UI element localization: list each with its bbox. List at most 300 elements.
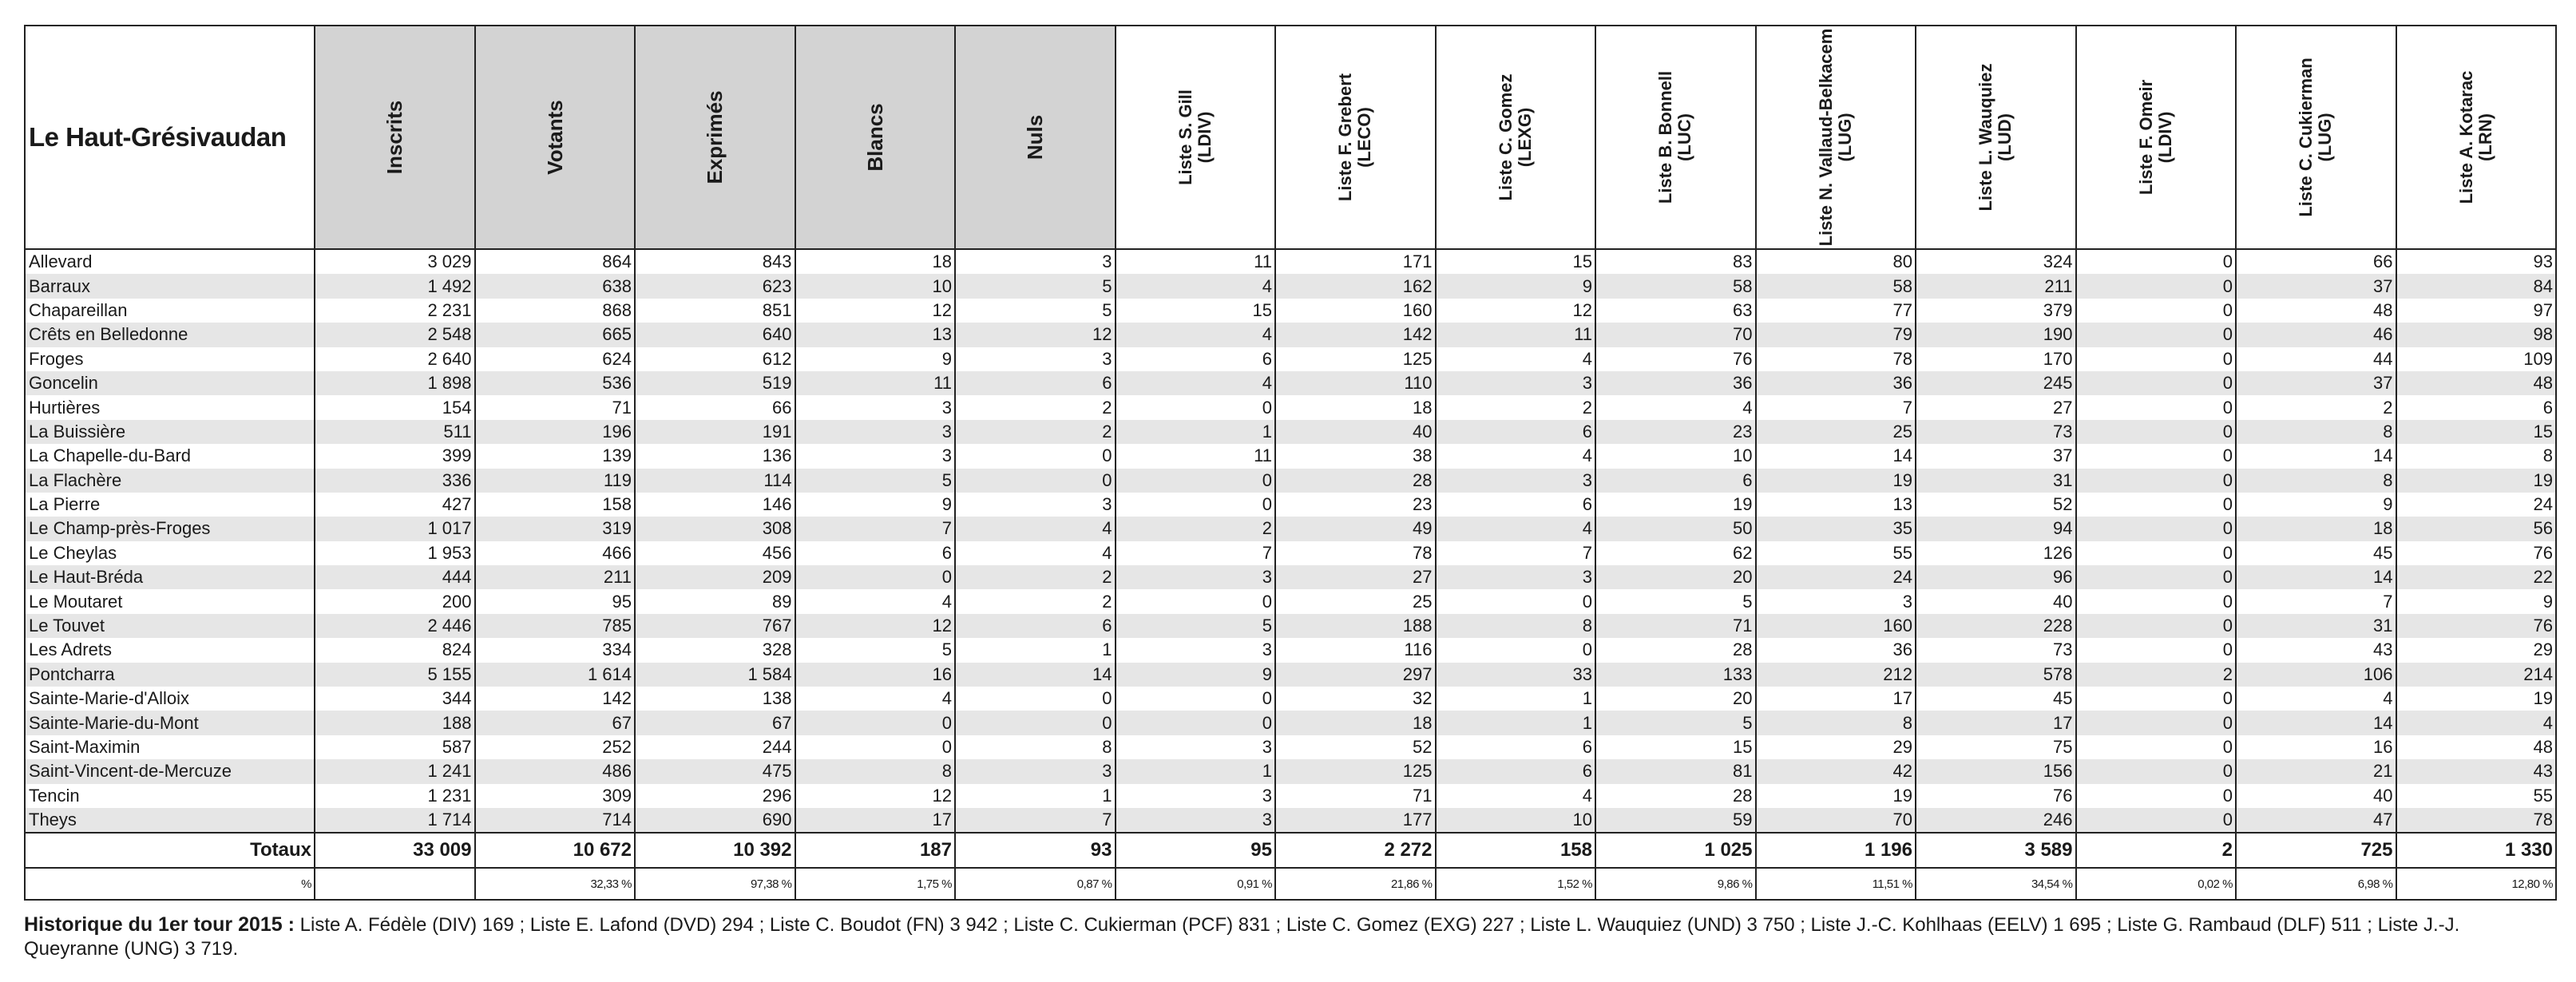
table-cell: 18 [795, 249, 956, 274]
table-cell: 0 [2076, 711, 2237, 735]
table-cell: 519 [635, 371, 795, 395]
table-cell: 0 [1116, 687, 1276, 711]
table-cell: 162 [1275, 274, 1436, 298]
column-header [795, 26, 956, 249]
table-body [25, 249, 2556, 900]
table-cell: 5 [1116, 614, 1276, 638]
table-cell: 55 [1756, 541, 1916, 565]
table-cell: 27 [1916, 395, 2076, 419]
table-cell: 96 [1916, 565, 2076, 589]
table-cell: 379 [1916, 299, 2076, 323]
table-cell: 55 [2396, 784, 2557, 808]
commune-name: Goncelin [25, 371, 315, 395]
table-cell: 8 [955, 735, 1116, 759]
table-cell: 66 [2236, 249, 2396, 274]
table-cell: 1 714 [315, 808, 475, 833]
table-cell: 42 [1756, 759, 1916, 783]
column-header-label: Liste F. Grebert [1335, 73, 1356, 202]
table-cell: 17 [1916, 711, 2076, 735]
table-cell: 63 [1595, 299, 1756, 323]
table-cell: 0 [1116, 493, 1276, 517]
table-cell: 3 [1116, 638, 1276, 662]
table-cell: 638 [475, 274, 636, 298]
table-cell: 9 [2236, 493, 2396, 517]
table-row [25, 663, 2556, 687]
table-cell: 10 [1595, 444, 1756, 468]
table-cell: 2 [955, 589, 1116, 613]
table-cell: 114 [635, 469, 795, 493]
table-cell: 785 [475, 614, 636, 638]
table-row [25, 517, 2556, 540]
column-header-label: Liste C. Cukierman [2296, 57, 2316, 217]
table-cell: 43 [2396, 759, 2557, 783]
table-cell: 7 [1756, 395, 1916, 419]
commune-name: Hurtières [25, 395, 315, 419]
table-cell: 11 [795, 371, 956, 395]
commune-name: Le Touvet [25, 614, 315, 638]
table-cell: 14 [2236, 711, 2396, 735]
table-cell: 252 [475, 735, 636, 759]
table-cell: 9 [1436, 274, 1596, 298]
table-cell: 109 [2396, 347, 2557, 371]
percent-label: % [25, 868, 315, 900]
table-cell: 156 [1916, 759, 2076, 783]
table-cell: 106 [2236, 663, 2396, 687]
table-cell: 125 [1275, 759, 1436, 783]
table-cell: 0 [2076, 493, 2237, 517]
table-cell: 188 [315, 711, 475, 735]
table-cell: 50 [1595, 517, 1756, 540]
table-cell: 56 [2396, 517, 2557, 540]
table-cell: 3 [955, 493, 1116, 517]
percent-cell: 0,91 % [1116, 868, 1276, 900]
table-cell: 8 [1436, 614, 1596, 638]
table-cell: 16 [795, 663, 956, 687]
table-cell: 0 [2076, 614, 2237, 638]
table-cell: 23 [1595, 420, 1756, 444]
table-cell: 13 [795, 323, 956, 346]
table-cell: 6 [955, 371, 1116, 395]
table-cell: 154 [315, 395, 475, 419]
commune-name: Tencin [25, 784, 315, 808]
table-cell: 146 [635, 493, 795, 517]
table-cell: 7 [2236, 589, 2396, 613]
table-row [25, 808, 2556, 833]
totals-cell: 10 672 [475, 833, 636, 868]
table-cell: 6 [2396, 395, 2557, 419]
table-cell: 0 [2076, 784, 2237, 808]
table-cell: 6 [795, 541, 956, 565]
table-cell: 4 [1436, 784, 1596, 808]
percent-cell: 32,33 % [475, 868, 636, 900]
table-cell: 12 [795, 784, 956, 808]
table-cell: 212 [1756, 663, 1916, 687]
table-cell: 20 [1595, 687, 1756, 711]
table-cell: 6 [1436, 759, 1596, 783]
table-cell: 190 [1916, 323, 2076, 346]
table-cell: 18 [1275, 711, 1436, 735]
table-cell: 8 [2396, 444, 2557, 468]
percent-cell: 34,54 % [1916, 868, 2076, 900]
table-cell: 59 [1595, 808, 1756, 833]
table-cell: 0 [2076, 735, 2237, 759]
table-row [25, 299, 2556, 323]
table-cell: 95 [475, 589, 636, 613]
table-cell: 2 [2076, 663, 2237, 687]
table-cell: 29 [1756, 735, 1916, 759]
table-cell: 71 [475, 395, 636, 419]
table-cell: 2 [955, 395, 1116, 419]
column-header-party: (LRN) [2475, 113, 2495, 161]
table-cell: 71 [1275, 784, 1436, 808]
table-cell: 46 [2236, 323, 2396, 346]
table-cell: 0 [2076, 444, 2237, 468]
column-header-label: Liste C. Gomez [1495, 73, 1516, 201]
table-cell: 824 [315, 638, 475, 662]
table-cell: 78 [1275, 541, 1436, 565]
table-cell: 73 [1916, 420, 2076, 444]
table-row [25, 371, 2556, 395]
history-label: Historique du 1er tour 2015 : [24, 913, 295, 936]
percent-cell: 97,38 % [635, 868, 795, 900]
table-cell: 200 [315, 589, 475, 613]
table-cell: 48 [2396, 735, 2557, 759]
table-cell: 12 [1436, 299, 1596, 323]
table-cell: 4 [2236, 687, 2396, 711]
table-row [25, 347, 2556, 371]
table-cell: 98 [2396, 323, 2557, 346]
commune-name: La Chapelle-du-Bard [25, 444, 315, 468]
table-cell: 3 [1116, 808, 1276, 833]
totals-cell: 1 330 [2396, 833, 2557, 868]
table-cell: 3 [1436, 565, 1596, 589]
table-cell: 76 [1916, 784, 2076, 808]
commune-name: Le Moutaret [25, 589, 315, 613]
table-cell: 119 [475, 469, 636, 493]
table-cell: 52 [1916, 493, 2076, 517]
column-header-label: Inscrits [382, 100, 407, 175]
table-cell: 466 [475, 541, 636, 565]
table-cell: 4 [1436, 517, 1596, 540]
table-cell: 624 [475, 347, 636, 371]
table-cell: 81 [1595, 759, 1756, 783]
table-cell: 0 [2076, 347, 2237, 371]
table-row [25, 274, 2556, 298]
table-row [25, 735, 2556, 759]
commune-name: Chapareillan [25, 299, 315, 323]
table-cell: 12 [795, 614, 956, 638]
table-cell: 1 231 [315, 784, 475, 808]
column-header-party: (LUG) [2315, 113, 2336, 162]
commune-name: Sainte-Marie-du-Mont [25, 711, 315, 735]
table-cell: 0 [2076, 469, 2237, 493]
table-cell: 66 [635, 395, 795, 419]
table-cell: 67 [635, 711, 795, 735]
table-cell: 864 [475, 249, 636, 274]
table-cell: 70 [1756, 808, 1916, 833]
percent-cell: 9,86 % [1595, 868, 1756, 900]
table-cell: 9 [1116, 663, 1276, 687]
results-table [24, 25, 2557, 901]
table-row [25, 469, 2556, 493]
column-header [1756, 26, 1916, 249]
table-cell: 0 [955, 711, 1116, 735]
percent-cell: 12,80 % [2396, 868, 2557, 900]
table-row [25, 565, 2556, 589]
table-cell: 17 [1756, 687, 1916, 711]
table-cell: 47 [2236, 808, 2396, 833]
table-cell: 78 [1756, 347, 1916, 371]
table-cell: 444 [315, 565, 475, 589]
table-cell: 20 [1595, 565, 1756, 589]
column-header-party: (LDIV) [2154, 111, 2175, 164]
column-header-label: Votants [542, 100, 567, 175]
table-cell: 77 [1756, 299, 1916, 323]
table-row [25, 687, 2556, 711]
table-cell: 209 [635, 565, 795, 589]
table-cell: 0 [2076, 517, 2237, 540]
table-cell: 5 [955, 274, 1116, 298]
table-row [25, 759, 2556, 783]
table-cell: 623 [635, 274, 795, 298]
table-cell: 49 [1275, 517, 1436, 540]
table-row [25, 541, 2556, 565]
table-cell: 4 [1116, 274, 1276, 298]
table-cell: 31 [2236, 614, 2396, 638]
table-cell: 13 [1756, 493, 1916, 517]
table-cell: 44 [2236, 347, 2396, 371]
column-header-party: (LDIV) [1194, 111, 1215, 164]
commune-name: Theys [25, 808, 315, 833]
table-cell: 18 [1275, 395, 1436, 419]
table-cell: 3 [955, 249, 1116, 274]
table-cell: 28 [1595, 784, 1756, 808]
table-cell: 136 [635, 444, 795, 468]
table-cell: 211 [1916, 274, 2076, 298]
table-cell: 228 [1916, 614, 2076, 638]
table-cell: 0 [955, 687, 1116, 711]
table-cell: 10 [795, 274, 956, 298]
table-cell: 297 [1275, 663, 1436, 687]
table-cell: 19 [1756, 784, 1916, 808]
table-cell: 191 [635, 420, 795, 444]
table-cell: 97 [2396, 299, 2557, 323]
table-cell: 296 [635, 784, 795, 808]
totals-cell: 93 [955, 833, 1116, 868]
table-cell: 1 [955, 784, 1116, 808]
table-cell: 456 [635, 541, 795, 565]
table-cell: 21 [2236, 759, 2396, 783]
table-cell: 79 [1756, 323, 1916, 346]
totals-cell: 1 196 [1756, 833, 1916, 868]
table-cell: 71 [1595, 614, 1756, 638]
column-header-label: Blancs [862, 103, 887, 172]
table-cell: 3 [1116, 735, 1276, 759]
table-cell: 24 [2396, 493, 2557, 517]
table-cell: 1 614 [475, 663, 636, 687]
column-header [955, 26, 1116, 249]
table-cell: 6 [1436, 735, 1596, 759]
table-cell: 8 [2236, 420, 2396, 444]
table-cell: 0 [1436, 589, 1596, 613]
table-cell: 486 [475, 759, 636, 783]
table-cell: 2 231 [315, 299, 475, 323]
table-cell: 5 [795, 469, 956, 493]
totals-row [25, 833, 2556, 868]
totals-cell: 2 [2076, 833, 2237, 868]
column-header [635, 26, 795, 249]
table-cell: 126 [1916, 541, 2076, 565]
table-row [25, 638, 2556, 662]
table-cell: 3 [1116, 565, 1276, 589]
table-cell: 0 [2076, 638, 2237, 662]
commune-name: La Buissière [25, 420, 315, 444]
commune-name: Le Champ-près-Froges [25, 517, 315, 540]
column-header [475, 26, 636, 249]
totals-cell: 10 392 [635, 833, 795, 868]
table-cell: 0 [2076, 371, 2237, 395]
table-cell: 0 [1436, 638, 1596, 662]
table-cell: 22 [2396, 565, 2557, 589]
column-header-label: Liste B. Bonnell [1655, 70, 1676, 204]
table-cell: 76 [2396, 614, 2557, 638]
table-cell: 27 [1275, 565, 1436, 589]
table-cell: 9 [2396, 589, 2557, 613]
table-cell: 158 [475, 493, 636, 517]
column-header [1916, 26, 2076, 249]
table-cell: 35 [1756, 517, 1916, 540]
table-cell: 427 [315, 493, 475, 517]
table-cell: 1 953 [315, 541, 475, 565]
table-cell: 843 [635, 249, 795, 274]
table-cell: 0 [1116, 589, 1276, 613]
table-cell: 0 [2076, 299, 2237, 323]
table-cell: 587 [315, 735, 475, 759]
table-cell: 851 [635, 299, 795, 323]
table-cell: 75 [1916, 735, 2076, 759]
table-cell: 334 [475, 638, 636, 662]
table-cell: 84 [2396, 274, 2557, 298]
totals-cell: 33 009 [315, 833, 475, 868]
table-cell: 14 [955, 663, 1116, 687]
column-header [2236, 26, 2396, 249]
table-cell: 0 [955, 469, 1116, 493]
table-cell: 3 [955, 347, 1116, 371]
commune-name: Froges [25, 347, 315, 371]
table-cell: 89 [635, 589, 795, 613]
table-cell: 40 [1275, 420, 1436, 444]
percent-cell: 11,51 % [1756, 868, 1916, 900]
table-cell: 36 [1756, 638, 1916, 662]
table-row [25, 493, 2556, 517]
table-cell: 3 [955, 759, 1116, 783]
table-row [25, 444, 2556, 468]
table-cell: 139 [475, 444, 636, 468]
table-cell: 160 [1275, 299, 1436, 323]
table-cell: 1 [1436, 711, 1596, 735]
table-cell: 37 [1916, 444, 2076, 468]
table-cell: 0 [2076, 589, 2237, 613]
table-cell: 196 [475, 420, 636, 444]
table-cell: 170 [1916, 347, 2076, 371]
table-cell: 19 [2396, 469, 2557, 493]
table-cell: 31 [1916, 469, 2076, 493]
table-cell: 0 [2076, 249, 2237, 274]
table-cell: 1 [1116, 759, 1276, 783]
table-cell: 15 [2396, 420, 2557, 444]
commune-name: Les Adrets [25, 638, 315, 662]
table-cell: 1 [955, 638, 1116, 662]
table-cell: 244 [635, 735, 795, 759]
table-cell: 3 029 [315, 249, 475, 274]
table-cell: 2 [1436, 395, 1596, 419]
table-cell: 24 [1756, 565, 1916, 589]
table-cell: 0 [2076, 759, 2237, 783]
table-cell: 19 [2396, 687, 2557, 711]
table-cell: 4 [1116, 323, 1276, 346]
table-cell: 15 [1116, 299, 1276, 323]
table-cell: 83 [1595, 249, 1756, 274]
table-cell: 1 [1436, 687, 1596, 711]
table-cell: 0 [2076, 274, 2237, 298]
totals-label: Totaux [25, 833, 315, 868]
table-cell: 29 [2396, 638, 2557, 662]
table-cell: 2 [1116, 517, 1276, 540]
percent-row [25, 868, 2556, 900]
table-cell: 399 [315, 444, 475, 468]
table-cell: 15 [1436, 249, 1596, 274]
commune-name: Allevard [25, 249, 315, 274]
commune-name: La Pierre [25, 493, 315, 517]
table-cell: 12 [955, 323, 1116, 346]
table-cell: 0 [1116, 395, 1276, 419]
table-cell: 214 [2396, 663, 2557, 687]
table-cell: 45 [1916, 687, 2076, 711]
column-header [2396, 26, 2557, 249]
table-title: Le Haut-Grésivaudan [29, 122, 287, 152]
table-cell: 40 [1916, 589, 2076, 613]
commune-name: Le Haut-Bréda [25, 565, 315, 589]
results-table-container [24, 25, 2555, 901]
table-cell: 177 [1275, 808, 1436, 833]
table-cell: 640 [635, 323, 795, 346]
table-cell: 714 [475, 808, 636, 833]
table-cell: 308 [635, 517, 795, 540]
table-cell: 665 [475, 323, 636, 346]
table-cell: 67 [475, 711, 636, 735]
table-row [25, 589, 2556, 613]
table-cell: 0 [2076, 687, 2237, 711]
commune-name: Barraux [25, 274, 315, 298]
table-cell: 10 [1436, 808, 1596, 833]
table-cell: 48 [2396, 371, 2557, 395]
table-cell: 2 [955, 420, 1116, 444]
table-cell: 11 [1116, 444, 1276, 468]
column-header-party: (LECO) [1354, 107, 1375, 168]
column-header-label: Liste S. Gill [1175, 89, 1195, 185]
table-cell: 5 [1595, 589, 1756, 613]
table-cell: 211 [475, 565, 636, 589]
table-cell: 4 [955, 517, 1116, 540]
table-cell: 6 [1436, 420, 1596, 444]
table-cell: 58 [1756, 274, 1916, 298]
table-cell: 45 [2236, 541, 2396, 565]
table-cell: 0 [1116, 711, 1276, 735]
table-cell: 8 [2236, 469, 2396, 493]
table-cell: 0 [2076, 565, 2237, 589]
table-cell: 36 [1756, 371, 1916, 395]
table-cell: 76 [2396, 541, 2557, 565]
